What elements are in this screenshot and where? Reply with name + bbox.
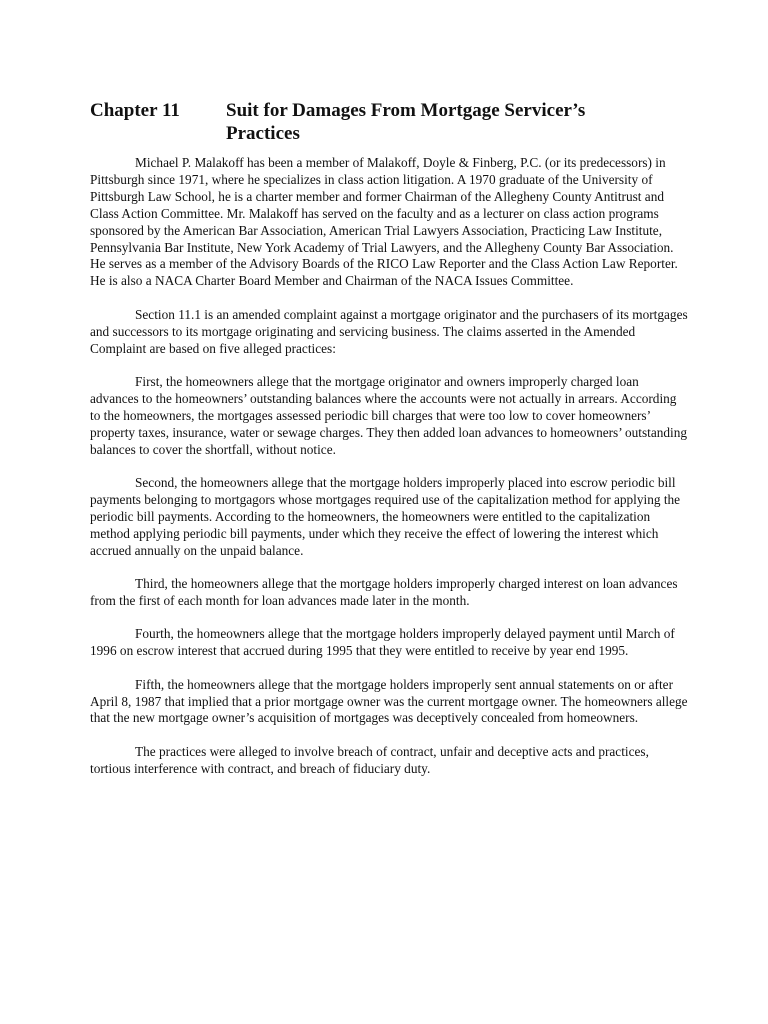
author-bio-paragraph: Michael P. Malakoff has been a member of Malakoff, Doyle & Finberg, P.C. (or its predecessors) in Pittsburgh since 1971, where he specializes in class action litigation. A 1970 graduate of the University of Pittsburgh Law School, he is a charter member and former Chairman of the Allegheny County Antitrust and Class Action Committee. Mr. Malakoff has served on the faculty and as a lecturer on class action programs sponsored by the American Bar Association, American Trial Lawyers Association, Practicing Law Institute, Pennsylvania Bar Institute, New York Academy of Trial Lawyers, and the Allegheny County Bar Association. He serves as a member of the Advisory Boards of the RICO Law Reporter and the Class Action Law Reporter. He is also a NACA Charter Board Member and Chairman of the NACA Issues Committee.: [90, 155, 678, 289]
third-practice-paragraph: Third, the homeowners allege that the mortgage holders improperly charged interest on loan advances from the first of each month for loan advances made later in the month.: [90, 576, 678, 608]
chapter-heading: [90, 99, 690, 145]
chapter-number: Chapter 11: [90, 100, 180, 121]
fourth-practice-paragraph: Fourth, the homeowners allege that the mortgage holders improperly delayed payment until March of 1996 on escrow interest that accrued during 1995 that they were entitled to receive by year end 1995.: [90, 626, 675, 659]
first-practice-paragraph: First, the homeowners allege that the mortgage originator and owners improperly charged loan advances to the homeowners’ outstanding balances where the accounts were not actually in arrears. According to the homeowners, the mortgages assessed periodic bill charges that were too low to cover homeowners’ property taxes, insurance, water or sewage charges. They then added loan advances to homeowners’ outstanding balances to cover the shortfall, without notice.: [90, 373, 688, 457]
second-practice-paragraph: Second, the homeowners allege that the mortgage holders improperly placed into escrow periodic bill payments belonging to mortgagors whose mortgages required use of the capitalization method for applying the periodic bill payments. According to the homeowners, the homeowners were entitled to the capitalization method applying periodic bill payments, under which they receive the effect of lowering the interest which accrued annually on the unpaid balance.: [90, 475, 681, 558]
chapter-title: Suit for Damages From Mortgage Servicer’s Practices: [226, 100, 586, 144]
fifth-practice-paragraph: Fifth, the homeowners allege that the mortgage holders improperly sent annual statements on or after April 8, 1987 that implied that a prior mortgage owner was the current mortgage owner. The homeowners allege that the new mortgage owner’s acquisition of mortgages was deceptively concealed from homeowners.: [90, 676, 688, 726]
claims-summary-paragraph: The practices were alleged to involve breach of contract, unfair and deceptive acts and practices, tortious interference with contract, and breach of fiduciary duty.: [90, 743, 649, 776]
document-body: [90, 155, 688, 794]
section-intro-paragraph: Section 11.1 is an amended complaint against a mortgage originator and the purchasers of its mortgages and successors to its mortgage originating and servicing business. The claims asserted in the Amended Complaint are based on five alleged practices:: [90, 306, 688, 356]
